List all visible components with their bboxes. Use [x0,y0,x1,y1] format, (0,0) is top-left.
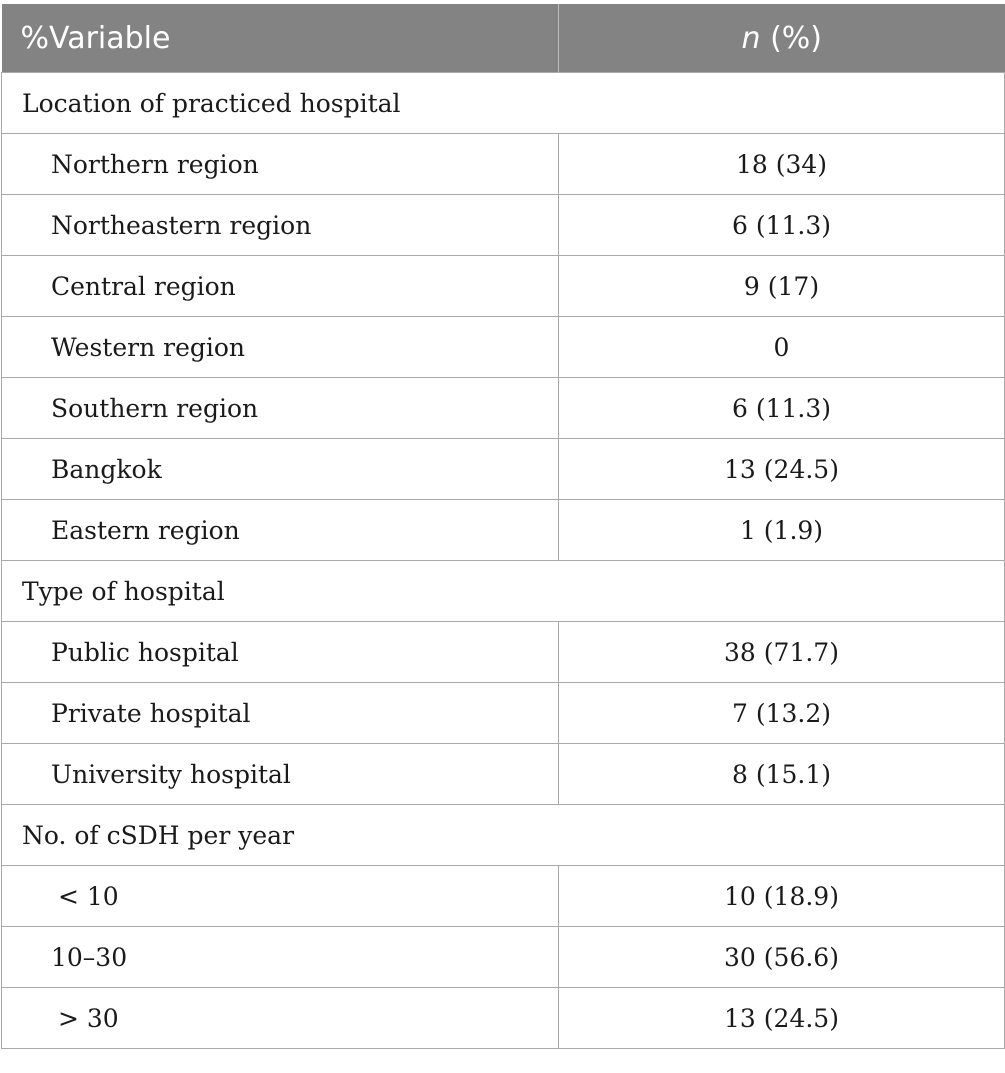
header-variable: %Variable [2,4,559,73]
row-value: 6 (11.3) [559,378,1005,439]
row-label: Bangkok [2,439,559,500]
row-label: Central region [2,256,559,317]
row-label: Southern region [2,378,559,439]
table-row [2,744,1005,805]
row-label: > 30 [2,988,559,1049]
row-value: 13 (24.5) [559,988,1005,1049]
section-row-type [2,561,1005,622]
row-value: 8 (15.1) [559,744,1005,805]
table-row [2,378,1005,439]
row-label: Northeastern region [2,195,559,256]
row-label: Northern region [2,134,559,195]
table-row [2,317,1005,378]
table-row [2,439,1005,500]
header-n-percent [559,4,1005,73]
header-percent: (%) [760,20,822,56]
row-label: Private hospital [2,683,559,744]
row-label: < 10 [2,866,559,927]
table-row [2,195,1005,256]
section-title: Type of hospital [2,561,1005,622]
table-row [2,500,1005,561]
row-value: 10 (18.9) [559,866,1005,927]
row-value: 30 (56.6) [559,927,1005,988]
row-label: Public hospital [2,622,559,683]
table-row [2,134,1005,195]
table-row [2,927,1005,988]
row-value: 9 (17) [559,256,1005,317]
section-title: No. of cSDH per year [2,805,1005,866]
table-row [2,622,1005,683]
section-row-cases [2,805,1005,866]
table-row [2,683,1005,744]
header-n: n [741,20,761,56]
row-value: 0 [559,317,1005,378]
row-value: 13 (24.5) [559,439,1005,500]
row-value: 6 (11.3) [559,195,1005,256]
section-title: Location of practiced hospital [2,73,1005,134]
row-label: Eastern region [2,500,559,561]
data-table [1,4,1005,1049]
row-label: 10–30 [2,927,559,988]
row-value: 1 (1.9) [559,500,1005,561]
table-header-row [2,4,1005,73]
table-row [2,988,1005,1049]
table-row [2,256,1005,317]
row-label: University hospital [2,744,559,805]
row-label: Western region [2,317,559,378]
row-value: 7 (13.2) [559,683,1005,744]
table-row [2,866,1005,927]
section-row-location [2,73,1005,134]
row-value: 38 (71.7) [559,622,1005,683]
row-value: 18 (34) [559,134,1005,195]
